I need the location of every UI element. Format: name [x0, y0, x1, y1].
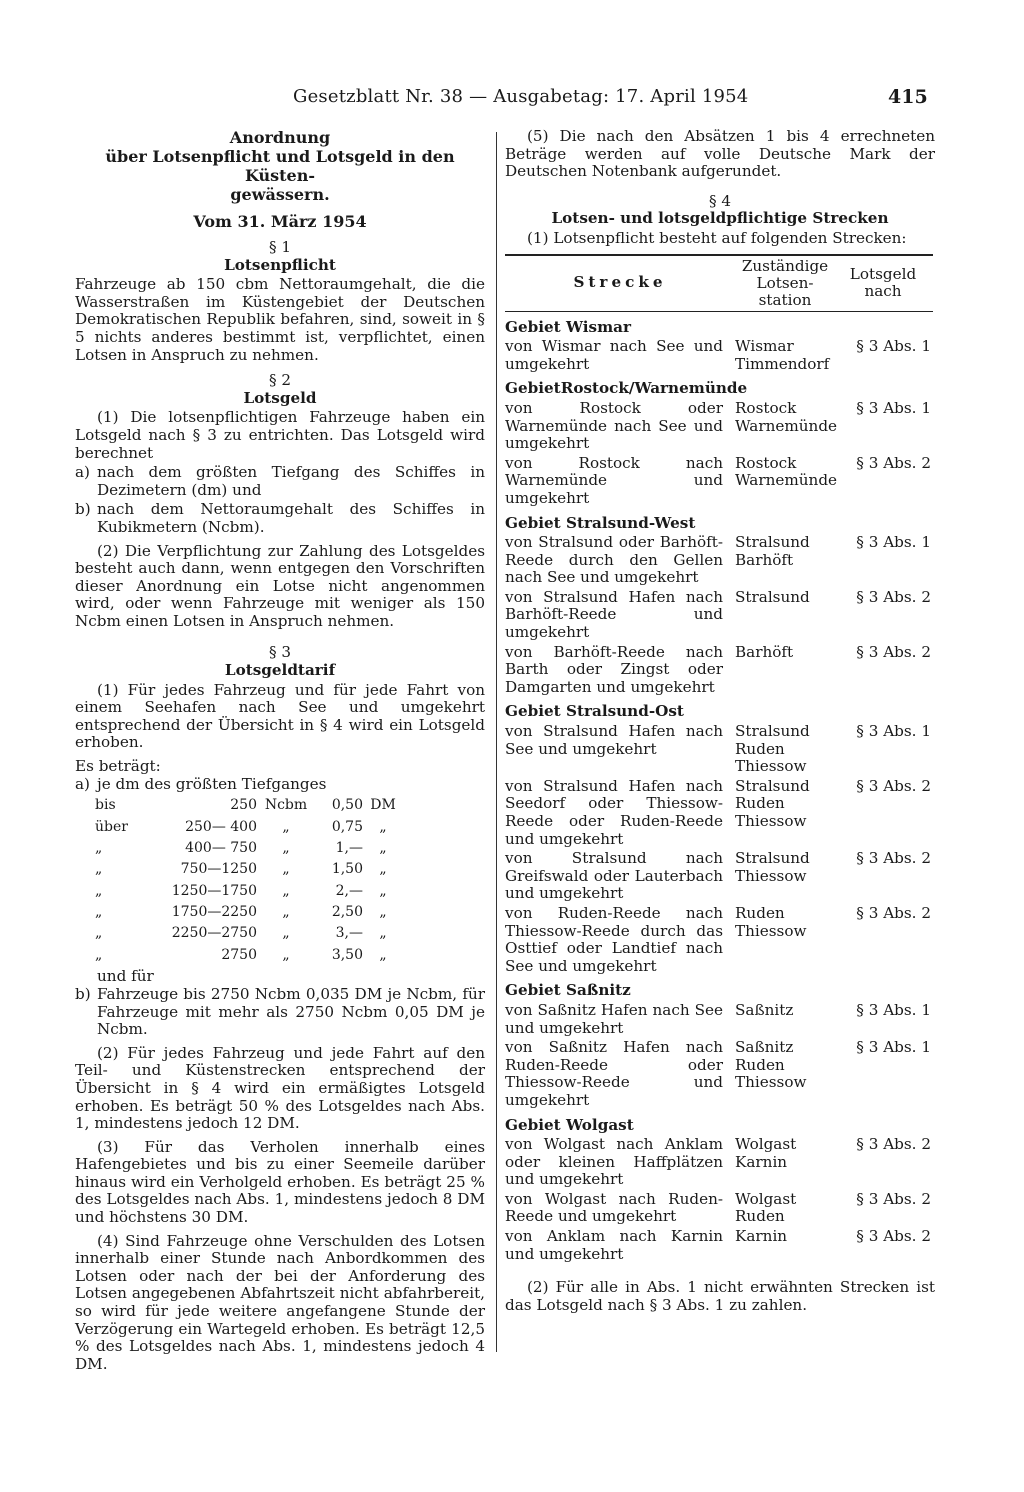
route-lotsgeld: § 3 Abs. 1	[856, 1000, 931, 1019]
list-item	[75, 986, 485, 1039]
route-row	[505, 850, 933, 903]
right-column	[505, 128, 935, 1320]
section-number: § 3	[268, 643, 292, 662]
route-row	[505, 338, 933, 373]
tariff-value: 0,75	[331, 818, 363, 835]
title-line: Anordnung	[229, 128, 331, 147]
list-label: b)	[75, 984, 91, 1003]
section-heading: Lotsgeldtarif	[224, 661, 336, 680]
route-lotsgeld: § 3 Abs. 1	[856, 533, 931, 552]
tariff-prefix: „	[95, 839, 103, 856]
route-strecke: von Ruden-Reede nach Thiessow-Reede durch das Osttief oder Landtief nach See und umgekehrt	[505, 903, 723, 975]
region-heading: Gebiet Wolgast	[505, 1115, 634, 1134]
route-lotsgeld: § 3 Abs. 2	[856, 903, 931, 922]
route-row	[505, 905, 933, 975]
paragraph: (4) Sind Fahrzeuge ohne Verschulden des Lotsen innerhalb einer Stunde nach Anbordkommen des Lotsen oder nach der bei der Anforderung des Lotsen angegebenen Abfahrtszeit nicht abfahrbereit, so wird für jede weitere angefangene Stunde der Verzögerung ein Wartegeld erhoben. Es beträgt 12,5 % des Lotsgeldes nach Abs. 1, mindestens jedoch 4 DM.	[75, 1231, 485, 1373]
route-strecke: von Saßnitz Hafen nach Ruden-Reede oder Thiessow-Reede und umgekehrt	[505, 1038, 723, 1109]
region-heading: GebietRostock/Warnemünde	[505, 379, 748, 398]
title-line: über Lotsenpflicht und Lotsgeld in den Küsten-	[105, 147, 455, 185]
routes-table-header	[505, 254, 933, 312]
tariff-prefix: „	[95, 925, 103, 942]
route-lotsgeld: § 3 Abs. 2	[856, 1189, 931, 1208]
tariff-currency: „	[379, 882, 387, 899]
list-label: a)	[75, 774, 90, 793]
section-heading: Lotsgeld	[243, 388, 317, 407]
route-row	[505, 1228, 933, 1263]
list-item	[75, 501, 485, 536]
list-item	[75, 464, 485, 499]
list-item	[75, 776, 485, 794]
es-betraegt: Es beträgt:	[75, 757, 161, 776]
tariff-unit: „	[282, 882, 290, 899]
tariff-row	[95, 924, 403, 945]
tariff-value: 3,50	[331, 946, 363, 963]
tariff-value: 2,50	[331, 904, 363, 921]
paragraph: (3) Für das Verholen innerhalb eines Hafengebietes und bis zu einer Seemeile darüber hinaus wird ein Verholgeld erhoben. Es beträgt 25 % des Lotsgeldes nach Abs. 1, mindestens jedoch 8 DM und höchstens 30 DM.	[75, 1137, 485, 1227]
route-station: Stralsund Ruden Thiessow	[735, 722, 810, 776]
tariff-unit: „	[282, 946, 290, 963]
route-row	[505, 400, 933, 453]
ordinance-title	[75, 128, 485, 204]
route-lotsgeld: § 3 Abs. 1	[856, 1038, 931, 1057]
und-fuer: und für	[97, 967, 154, 986]
route-station: Stralsund	[735, 587, 810, 606]
tariff-range: 1750—2250	[171, 904, 257, 921]
route-station: Barhöft	[735, 642, 794, 661]
tariff-range: 2750	[221, 946, 257, 963]
section-heading: Lotsenpflicht	[224, 255, 336, 274]
paragraph: (5) Die nach den Absätzen 1 bis 4 errechneten Beträge werden auf volle Deutsche Mark der Deutschen Notenbank aufgerundet.	[505, 127, 935, 181]
route-station: Wolgast Ruden	[735, 1189, 797, 1226]
tariff-currency: „	[379, 946, 387, 963]
tariff-currency: „	[379, 861, 387, 878]
list-text: je dm des größten Tiefganges	[97, 774, 327, 793]
tariff-currency: „	[379, 925, 387, 942]
tariff-row	[95, 945, 403, 966]
routes-table	[505, 254, 933, 1264]
route-strecke: von Stralsund Hafen nach Barhöft-Reede und umgekehrt	[505, 587, 723, 642]
list-label: b)	[75, 500, 91, 519]
left-column	[75, 128, 485, 1379]
title-line: gewässern.	[230, 185, 330, 204]
tariff-range: 400— 750	[185, 839, 257, 856]
paragraph: Fahrzeuge ab 150 cbm Nettoraumgehalt, die die Wasserstraßen im Küstengebiet der Deutschen Demokratischen Republik befahren, sind, soweit in § 5 nichts anderes bestimmt ist, verpflichtet, einen Lotsen in Anspruch zu nehmen.	[75, 275, 485, 364]
route-strecke: von Rostock oder Warnemünde nach See und umgekehrt	[505, 398, 723, 453]
route-strecke: von Wolgast nach Anklam oder kleinen Haffplätzen und umgekehrt	[505, 1135, 723, 1189]
route-station: Stralsund Thiessow	[735, 849, 810, 885]
tariff-currency: „	[379, 904, 387, 921]
tariff-currency: „	[379, 839, 387, 856]
tariff-row	[95, 795, 403, 816]
route-row	[505, 644, 933, 697]
route-lotsgeld: § 3 Abs. 2	[856, 642, 931, 661]
region-heading: Gebiet Stralsund-Ost	[505, 702, 684, 721]
paragraph: (1) Für jedes Fahrzeug und für jede Fahrt von einem Seehafen nach See und umgekehrt entsprechend der Übersicht in § 4 wird ein Lotsgeld erhoben.	[75, 680, 485, 752]
route-station: Saßnitz Ruden Thiessow	[735, 1038, 807, 1092]
routes-table-body	[505, 319, 933, 1264]
route-lotsgeld: § 3 Abs. 1	[856, 722, 931, 741]
tariff-value: 2,—	[335, 882, 363, 899]
route-row	[505, 534, 933, 587]
route-row	[505, 1002, 933, 1037]
route-lotsgeld: § 3 Abs. 1	[856, 398, 931, 417]
list-label: a)	[75, 463, 90, 482]
route-row	[505, 1039, 933, 1109]
tariff-value: 1,50	[331, 861, 363, 878]
tariff-table	[95, 795, 403, 966]
tariff-range: 250— 400	[185, 818, 257, 835]
paragraph: (2) Die Verpflichtung zur Zahlung des Lotsgeldes besteht auch dann, wenn entgegen den Vorschriften dieser Anordnung ein Lotse nicht angenommen wird, oder wenn Fahrzeuge mit weniger als 150 Ncbm einen Lotsen in Anspruch nehmen.	[75, 541, 485, 630]
tariff-value: 3,—	[335, 925, 363, 942]
route-strecke: von Stralsund nach Greifswald oder Lauterbach und umgekehrt	[505, 849, 723, 903]
route-lotsgeld: § 3 Abs. 2	[856, 776, 931, 795]
tariff-range: 750—1250	[180, 861, 257, 878]
tariff-unit: „	[282, 818, 290, 835]
list-text: Fahrzeuge bis 2750 Ncbm 0,035 DM je Ncbm, für Fahrzeuge mit mehr als 2750 Ncbm 0,05 DM je Ncbm.	[97, 984, 485, 1039]
tariff-row	[95, 859, 403, 880]
section-number: § 2	[268, 371, 292, 390]
tariff-unit: Ncbm	[264, 797, 308, 814]
tariff-range: 250	[230, 797, 257, 814]
region-heading: Gebiet Wismar	[505, 317, 632, 336]
column-header-strecke: Strecke	[573, 273, 667, 292]
route-station: Wolgast Karnin	[735, 1135, 797, 1171]
tariff-value: 0,50	[331, 797, 363, 814]
route-row	[505, 723, 933, 776]
tariff-unit: „	[282, 925, 290, 942]
tariff-unit: „	[282, 904, 290, 921]
route-station: Karnin	[735, 1227, 788, 1246]
region-heading: Gebiet Stralsund-West	[505, 513, 696, 532]
tariff-row	[95, 817, 403, 838]
route-station: Saßnitz	[735, 1000, 794, 1019]
tariff-row	[95, 881, 403, 902]
tariff-row	[95, 902, 403, 923]
route-row	[505, 1136, 933, 1189]
ordinance-date: Vom 31. März 1954	[193, 212, 367, 231]
route-lotsgeld: § 3 Abs. 2	[856, 1227, 931, 1246]
paragraph: (1) Lotsenpflicht besteht auf folgenden Strecken:	[527, 228, 907, 247]
route-row	[505, 455, 933, 508]
list-text: nach dem größten Tiefgang des Schiffes in Dezimetern (dm) und	[97, 463, 485, 499]
route-strecke: von Saßnitz Hafen nach See und umgekehrt	[505, 1000, 723, 1037]
route-row	[505, 589, 933, 642]
route-strecke: von Barhöft-Reede nach Barth oder Zingst oder Damgarten und umgekehrt	[505, 642, 723, 696]
paragraph: (1) Die lotsenpflichtigen Fahrzeuge haben ein Lotsgeld nach § 3 zu entrichten. Das Lotsgeld wird berechnet	[75, 408, 485, 462]
tariff-unit: „	[282, 861, 290, 878]
route-station: Rostock Warnemünde	[735, 453, 838, 490]
route-station: Stralsund Ruden Thiessow	[735, 776, 810, 830]
tariff-value: 1,—	[335, 839, 363, 856]
section-heading: Lotsen- und lotsgeldpflichtige Strecken	[551, 209, 889, 228]
paragraph: (2) Für jedes Fahrzeug und jede Fahrt auf den Teil- und Küstenstrecken entsprechend der Übersicht in § 4 wird ein ermäßigtes Lotsgeld erhoben. Es beträgt 50 % des Lotsgeldes nach Abs. 1, mindestens jedoch 12 DM.	[75, 1043, 485, 1133]
route-strecke: von Anklam nach Karnin und umgekehrt	[505, 1227, 723, 1263]
route-lotsgeld: § 3 Abs. 2	[856, 453, 931, 472]
tariff-prefix: „	[95, 861, 103, 878]
page-number: 415	[888, 86, 928, 108]
gazette-title: Gesetzblatt Nr. 38 — Ausgabetag: 17. April 1954	[293, 86, 749, 107]
tariff-prefix: „	[95, 904, 103, 921]
paragraph: (2) Für alle in Abs. 1 nicht erwähnten Strecken ist das Lotsgeld nach § 3 Abs. 1 zu zahlen.	[505, 1278, 935, 1314]
column-header-lotsgeld: Lotsgeld nach	[849, 265, 917, 301]
route-station: Wismar Timmendorf	[735, 337, 830, 373]
tariff-range: 1250—1750	[171, 882, 257, 899]
route-strecke: von Stralsund Hafen nach Seedorf oder Thiessow-Reede oder Ruden-Reede und umgekehrt	[505, 776, 723, 848]
route-strecke: von Wismar nach See und umgekehrt	[505, 337, 723, 373]
tariff-prefix: bis	[95, 797, 116, 814]
tariff-currency: „	[379, 818, 387, 835]
section-number: § 4	[708, 191, 732, 210]
column-divider	[496, 132, 497, 1352]
route-lotsgeld: § 3 Abs. 1	[856, 337, 931, 356]
tariff-range: 2250—2750	[171, 925, 257, 942]
tariff-row	[95, 838, 403, 859]
region-heading: Gebiet Saßnitz	[505, 981, 631, 1000]
route-station: Rostock Warnemünde	[735, 398, 838, 435]
page-header	[0, 86, 1024, 116]
route-row	[505, 1191, 933, 1226]
route-station: Stralsund Barhöft	[735, 533, 810, 569]
column-header-station: Zuständige Lotsen- station	[741, 256, 829, 309]
route-strecke: von Wolgast nach Ruden-Reede und umgekehrt	[505, 1189, 723, 1226]
route-strecke: von Rostock nach Warnemünde und umgekehrt	[505, 453, 723, 507]
route-strecke: von Stralsund oder Barhöft-Reede durch den Gellen nach See und umgekehrt	[505, 533, 723, 587]
tariff-prefix: über	[95, 818, 128, 835]
route-row	[505, 778, 933, 848]
tariff-prefix: „	[95, 882, 103, 899]
route-strecke: von Stralsund Hafen nach See und umgekehrt	[505, 722, 723, 758]
route-lotsgeld: § 3 Abs. 2	[856, 587, 931, 606]
route-station: Ruden Thiessow	[735, 903, 807, 940]
list-text: nach dem Nettoraumgehalt des Schiffes in Kubikmetern (Ncbm).	[97, 500, 485, 536]
tariff-prefix: „	[95, 946, 103, 963]
tariff-currency: DM	[370, 797, 396, 814]
section-number: § 1	[268, 238, 292, 256]
route-lotsgeld: § 3 Abs. 2	[856, 849, 931, 868]
tariff-unit: „	[282, 839, 290, 856]
route-lotsgeld: § 3 Abs. 2	[856, 1135, 931, 1154]
